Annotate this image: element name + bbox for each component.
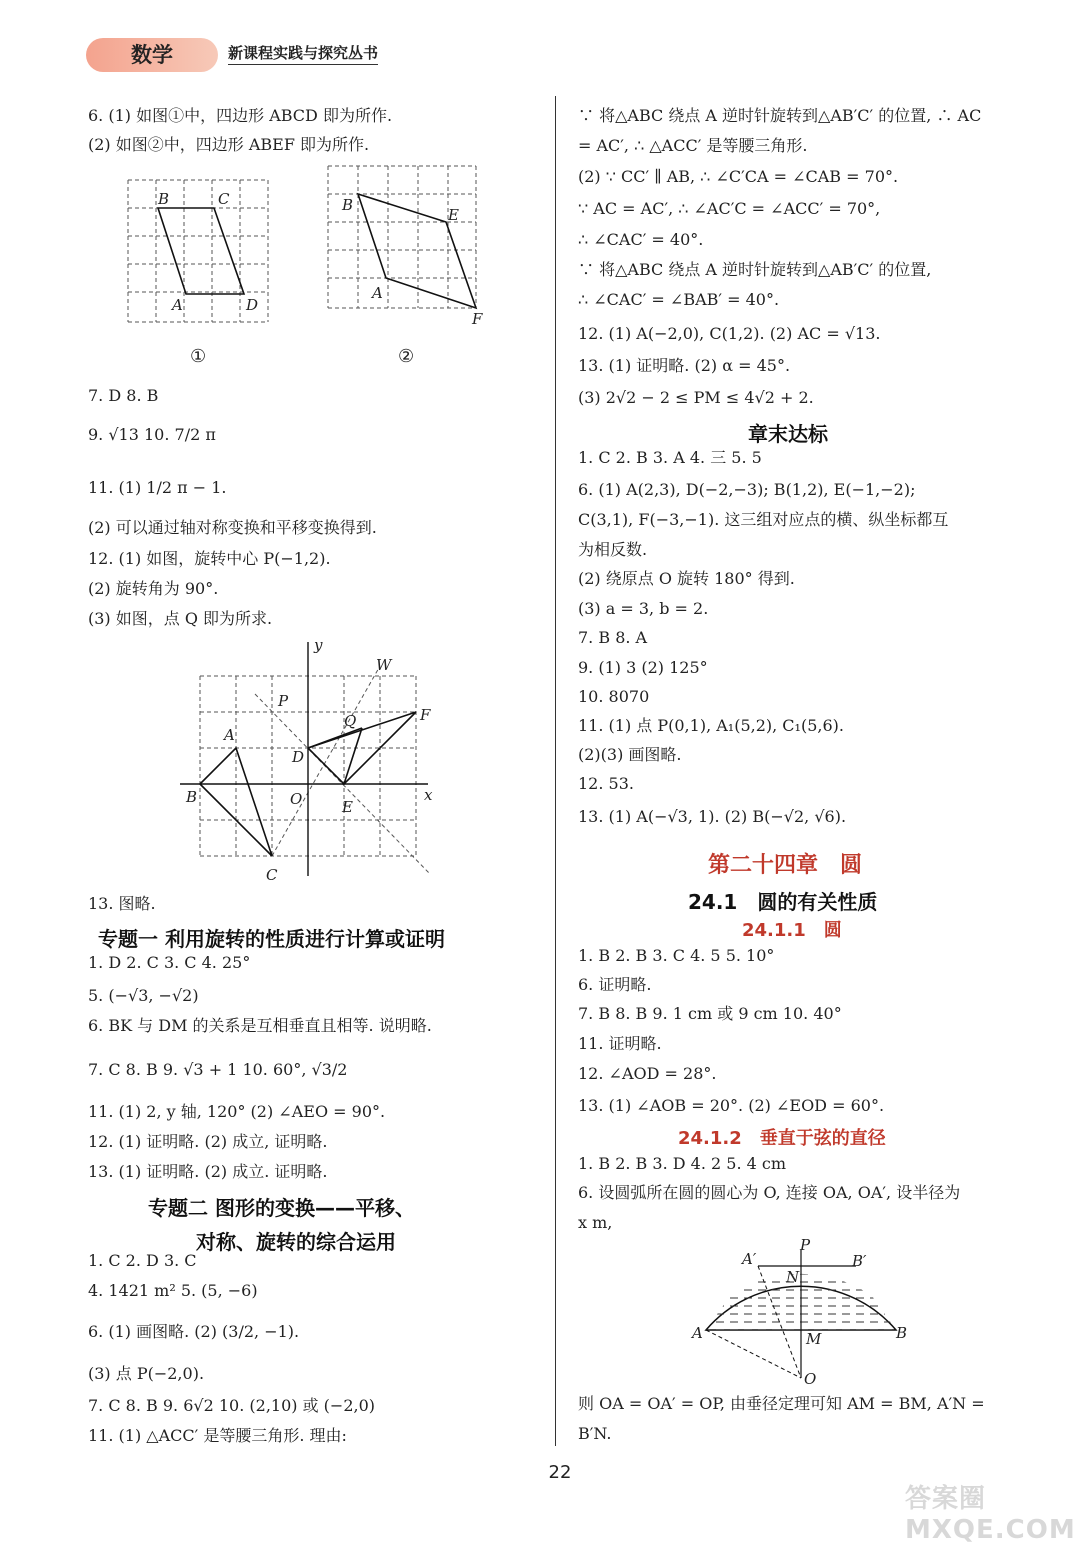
svg-text:A: A	[172, 296, 183, 314]
answer-line: C(3,1), F(−3,−1). 这三组对应点的横、纵坐标都互	[578, 510, 949, 529]
answer-line: 12. ∠AOD = 28°.	[578, 1064, 717, 1083]
svg-text:M: M	[806, 1330, 822, 1348]
figure-1-caption: ①	[190, 346, 207, 367]
svg-text:A: A	[372, 284, 383, 302]
svg-text:P: P	[278, 692, 289, 710]
answer-line: 7. C 8. B 9. √3 + 1 10. 60°, √3/2	[88, 1060, 348, 1079]
answer-line: (2) 可以通过轴对称变换和平移变换得到.	[88, 518, 377, 537]
answer-line: x m,	[578, 1213, 613, 1232]
svg-text:C: C	[266, 866, 278, 884]
svg-text:B′: B′	[852, 1252, 867, 1270]
answer-line: 13. 图略.	[88, 894, 156, 913]
answer-line: 1. D 2. C 3. C 4. 25°	[88, 953, 251, 972]
svg-text:D: D	[292, 748, 305, 766]
svg-text:W: W	[376, 656, 392, 674]
figure-arch-bridge	[686, 1238, 916, 1386]
answer-line: 5. (−√3, −√2)	[88, 986, 199, 1005]
answer-line: 6. (1) A(2,3), D(−2,−3); B(1,2), E(−1,−2);	[578, 480, 916, 499]
answer-line: 12. (1) 证明略. (2) 成立, 证明略.	[88, 1132, 328, 1151]
answer-line: ∴ ∠CAC′ = ∠BAB′ = 40°.	[578, 290, 780, 309]
answer-line: 11. (1) 1/2 π − 1.	[88, 478, 227, 497]
answer-line: 11. (1) △ACC′ 是等腰三角形. 理由:	[88, 1426, 347, 1445]
answer-line: 1. B 2. B 3. D 4. 2 5. 4 cm	[578, 1154, 787, 1173]
answer-line: 13. (1) A(−√3, 1). (2) B(−√2, √6).	[578, 807, 847, 826]
answer-line: 13. (1) 证明略. (2) 成立. 证明略.	[88, 1162, 328, 1181]
answer-line: 6. (1) 如图①中，四边形 ABCD 即为所作.	[88, 106, 393, 125]
answer-line: 为相反数.	[578, 540, 648, 559]
answer-line: (3) 如图，点 Q 即为所求.	[88, 609, 273, 628]
answer-line: (3) 点 P(−2,0).	[88, 1364, 205, 1383]
figure-2-caption: ②	[398, 346, 415, 367]
answer-line: ∵ 将△ABC 绕点 A 逆时针旋转到△AB′C′ 的位置, ∴ AC	[578, 106, 982, 125]
answer-line: 6. 设圆弧所在圆的圆心为 O, 连接 OA, OA′, 设半径为	[578, 1183, 961, 1202]
answer-line: 10. 8070	[578, 687, 650, 706]
answer-line: (2)(3) 画图略.	[578, 745, 682, 764]
svg-text:O: O	[290, 790, 303, 808]
answer-line: (2) 绕原点 O 旋转 180° 得到.	[578, 569, 795, 588]
answer-line: = AC′, ∴ △ACC′ 是等腰三角形.	[578, 136, 808, 155]
svg-text:B: B	[186, 788, 198, 806]
answer-line: (2) ∵ CC′ ∥ AB, ∴ ∠C′CA = ∠CAB = 70°.	[578, 167, 899, 186]
svg-text:A′: A′	[742, 1250, 757, 1268]
answer-line: 11. (1) 2, y 轴, 120° (2) ∠AEO = 90°.	[88, 1102, 386, 1121]
answer-line: (2) 如图②中，四边形 ABEF 即为所作.	[88, 135, 370, 154]
svg-text:A: A	[692, 1324, 703, 1342]
subsection-heading: 24.1.2 垂直于弦的直径	[678, 1128, 886, 1149]
topic-2-heading: 专题二 图形的变换——平移、	[148, 1196, 415, 1220]
svg-text:x: x	[424, 786, 433, 804]
answer-line: ∴ ∠CAC′ = 40°.	[578, 230, 704, 249]
answer-line: 12. (1) 如图，旋转中心 P(−1,2).	[88, 549, 331, 568]
answer-line: 6. 证明略.	[578, 975, 652, 994]
answer-line: ∵ 将△ABC 绕点 A 逆时针旋转到△AB′C′ 的位置,	[578, 260, 932, 279]
answer-line: 7. D 8. B	[88, 386, 159, 405]
answer-line: B′N.	[578, 1424, 612, 1443]
svg-text:E: E	[448, 206, 459, 224]
answer-line: 11. 证明略.	[578, 1034, 662, 1053]
answer-line: 7. B 8. A	[578, 628, 648, 647]
svg-text:O: O	[804, 1370, 817, 1386]
figure-coordinate-plane	[180, 636, 440, 886]
answer-line: (3) 2√2 − 2 ≤ PM ≤ 4√2 + 2.	[578, 388, 814, 407]
topic-2-heading-cont: 对称、旋转的综合运用	[196, 1230, 396, 1254]
topic-1-heading: 专题一 利用旋转的性质进行计算或证明	[98, 927, 445, 951]
answer-line: 1. C 2. B 3. A 4. 三 5. 5	[578, 448, 762, 467]
svg-text:E: E	[342, 798, 353, 816]
figure-2-grid	[318, 160, 498, 330]
answer-line: 7. B 8. B 9. 1 cm 或 9 cm 10. 40°	[578, 1004, 842, 1023]
svg-text:N: N	[786, 1268, 800, 1286]
svg-text:F: F	[420, 706, 431, 724]
svg-text:B: B	[896, 1324, 908, 1342]
series-title: 新课程实践与探究丛书	[228, 42, 378, 65]
answer-line: 13. (1) 证明略. (2) α = 45°.	[578, 356, 791, 375]
answer-line: 13. (1) ∠AOB = 20°. (2) ∠EOD = 60°.	[578, 1096, 885, 1115]
svg-text:B: B	[158, 190, 170, 208]
answer-line: 12. 53.	[578, 774, 634, 793]
answer-line: 9. (1) 3 (2) 125°	[578, 658, 708, 677]
column-divider	[555, 96, 556, 1446]
figure-1-grid	[118, 172, 278, 332]
answer-line: 1. B 2. B 3. C 4. 5 5. 10°	[578, 946, 775, 965]
page-number: 22	[548, 1462, 572, 1483]
answer-line: 11. (1) 点 P(0,1), A₁(5,2), C₁(5,6).	[578, 716, 844, 735]
svg-text:C: C	[218, 190, 230, 208]
answer-line: (2) 旋转角为 90°.	[88, 579, 219, 598]
section-heading: 章末达标	[748, 422, 828, 446]
svg-text:Q: Q	[344, 712, 357, 730]
svg-text:A: A	[224, 726, 235, 744]
answer-line: 则 OA = OA′ = OP, 由垂径定理可知 AM = BM, A′N =	[578, 1394, 985, 1413]
answer-line: 4. 1421 m² 5. (5, −6)	[88, 1281, 258, 1300]
section-heading: 24.1 圆的有关性质	[688, 890, 878, 914]
answer-line: 1. C 2. D 3. C	[88, 1251, 197, 1270]
watermark-logo: 答案圈 MXQE.COM	[905, 1484, 1076, 1545]
answer-line: 6. (1) 画图略. (2) (3/2, −1).	[88, 1322, 300, 1341]
svg-text:B: B	[342, 196, 354, 214]
svg-text:D: D	[246, 296, 259, 314]
subject-tab: 数学	[86, 38, 218, 72]
answer-line: 7. C 8. B 9. 6√2 10. (2,10) 或 (−2,0)	[88, 1396, 376, 1415]
svg-text:F: F	[472, 310, 483, 328]
svg-text:P: P	[800, 1238, 811, 1254]
chapter-heading: 第二十四章 圆	[708, 853, 863, 878]
answer-line: (3) a = 3, b = 2.	[578, 599, 709, 618]
answer-line: 12. (1) A(−2,0), C(1,2). (2) AC = √13.	[578, 324, 881, 343]
answer-line: 6. BK 与 DM 的关系是互相垂直且相等. 说明略.	[88, 1016, 432, 1035]
subsection-heading: 24.1.1 圆	[742, 920, 842, 941]
svg-text:y: y	[314, 636, 323, 654]
answer-line: ∵ AC = AC′, ∴ ∠AC′C = ∠ACC′ = 70°,	[578, 199, 881, 218]
answer-line: 9. √13 10. 7/2 π	[88, 425, 216, 444]
